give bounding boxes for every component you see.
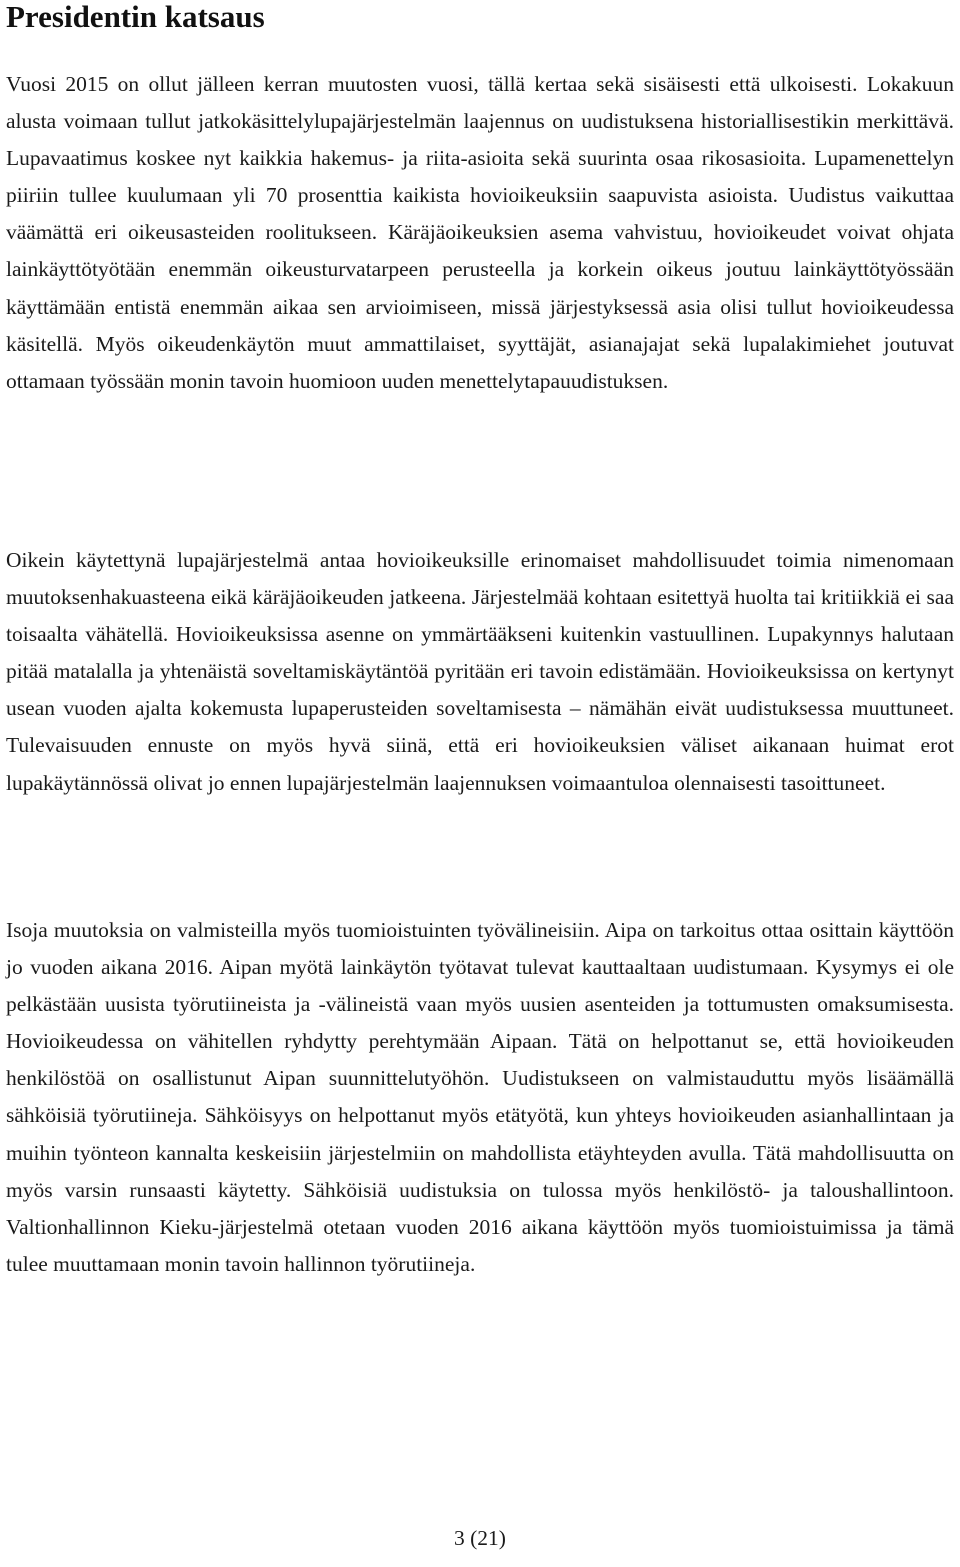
paragraph-3: Isoja muutoksia on valmisteilla myös tuomioistuinten työvälineisiin. Aipa on tarkoitus ottaa osittain käyttöön jo vuoden aikana 2016. Aipan myötä lainkäytön työtavat tulevat kauttaaltaan uudistumaan. Kysymys ei ole pelkästään uusista työrutiineista ja -välineistä vaan myös uusien asenteiden ja tottumusten omaksumisesta. Hovioikeudessa on vähitellen ryhdytty perehtymään Aipaan. Tätä on helpottanut se, että hovioikeuden henkilöstöä on osallistunut Aipan suunnittelutyöhön. Uudistukseen on valmistauduttu myös lisäämällä sähköisiä työrutiineja. Sähköisyys on helpottanut myös etätyötä, kun yhteys hovioikeuden asianhallintaan ja muihin työnteon kannalta keskeisiin järjestelmiin on mahdollista etäyhteyden avulla. Tätä mahdollisuutta on myös varsin runsaasti käytetty. Sähköisiä uudistuksia on tulossa myös henkilöstö- ja taloushallintoon. Valtionhallinnon Kieku-järjestelmä otetaan vuoden 2016 aikana käyttöön myös tuomioistuimissa ja tämä tulee muuttamaan monin tavoin hallinnon työrutiineja.	[6, 918, 954, 1276]
page-title: Presidentin katsaus	[6, 0, 265, 34]
paragraph-2: Oikein käytettynä lupajärjestelmä antaa hovioikeuksille erinomaiset mahdollisuudet toimia nimenomaan muutoksenhakuasteena eikä käräjäoikeuden jatkeena. Järjestelmää kohtaan esitettyä huolta tai kritiikkiä ei saa toisaalta vähätellä. Hovioikeuksissa asenne on ymmärtääkseni kuitenkin vastuullinen. Lupakynnys halutaan pitää matalalla ja yhtenäistä soveltamiskäytäntöä pyritään eri tavoin edistämään. Hovioikeuksissa on kertynyt usean vuoden ajalta kokemusta lupaperusteiden soveltamisesta – nämähän eivät uudistuksessa muuttuneet. Tulevaisuuden ennuste on myös hyvä siinä, että eri hovioikeuksien väliset aikanaan huimat erot lupakäytännössä olivat jo ennen lupajärjestelmän laajennuksen voimaantuloa olennaisesti tasoittuneet.	[6, 548, 954, 795]
paragraph-1: Vuosi 2015 on ollut jälleen kerran muutosten vuosi, tällä kertaa sekä sisäisesti että ulkoisesti. Lokakuun alusta voimaan tullut jatkokäsittelylupajärjestelmän laajennus on uudistuksena historiallisestikin merkittävä. Lupavaatimus koskee nyt kaikkia hakemus- ja riita-asioita sekä suurinta osaa rikosasioita. Lupamenettelyn piiriin tullee kuulumaan yli 70 prosenttia kaikista hovioikeuksiin saapuvista asioista. Uudistus vaikuttaa väämättä eri oikeusasteiden roolitukseen. Käräjäoikeuksien asema vahvistuu, hovioikeudet voivat ohjata lainkäyttötyötään enemmän oikeusturvatarpeen perusteella ja korkein oikeus joutuu lainkäyttötyössään käyttämään entistä enemmän aikaa sen arvioimiseen, missä järjestyksessä asia olisi tullut hovioikeudessa käsitellä. Myös oikeudenkäytön muut ammattilaiset, syyttäjät, asianajajat sekä lupalakimiehet joutuvat ottamaan työssään monin tavoin huomioon uuden menettelytapauudistuksen.	[6, 72, 954, 393]
page-number: 3 (21)	[454, 1526, 506, 1550]
